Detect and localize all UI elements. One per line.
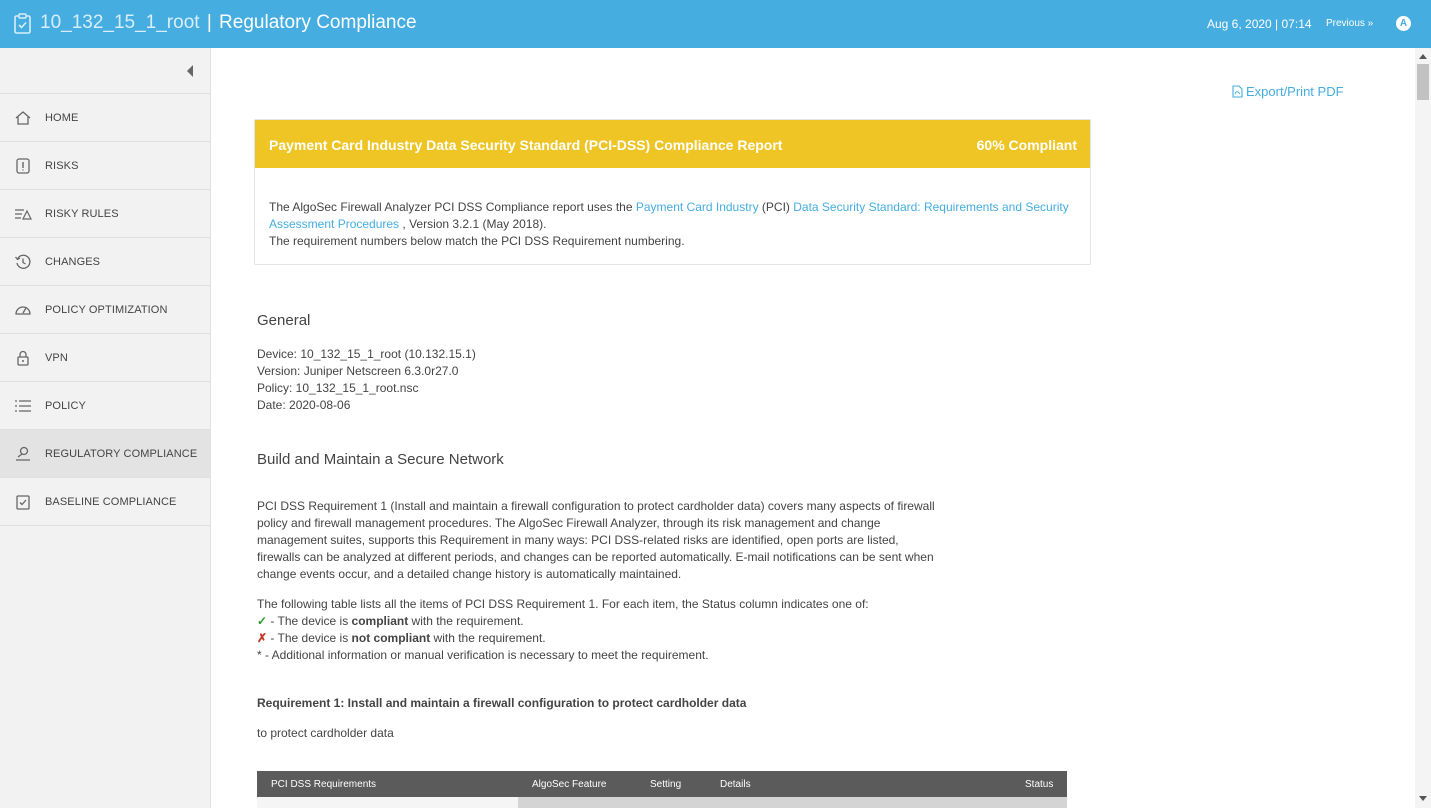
export-pdf-label: Export/Print PDF [1246,84,1344,99]
intro-text-mid: (PCI) [758,200,794,214]
requirement-1-subtitle: to protect cardholder data [257,726,394,740]
policy-line: Policy: 10_132_15_1_root.nsc [257,381,419,395]
version-line: Version: Juniper Netscreen 6.3.0r27.0 [257,364,459,378]
sidebar-item-regulatory-compliance[interactable] [0,430,210,478]
report-title: Payment Card Industry Data Security Standard (PCI-DSS) Compliance Report [269,137,783,153]
legend-bold: compliant [351,614,409,628]
table-row [257,797,1067,808]
section-title: Regulatory Compliance [219,12,417,33]
requirement-paragraph: PCI DSS Requirement 1 (Install and maintain a firewall configuration to protect cardholder data) covers many aspects of firewall policy and firewall management procedures. The AlgoSec Firewall Analyzer, through its risk management and change management suites, supports this Requirement in many ways: PCI DSS-related risks are identified, open ports are listed, firewalls can be analyzed at different periods, and changes can be reported automatically. E-mail notifications can be sent when change events occur, and a detailed change history is automatically maintained. [257,499,935,581]
previous-button[interactable]: Previous » [1326,18,1374,29]
legend-compliant [257,613,869,630]
sidebar-item-policy[interactable] [0,382,210,430]
sidebar-item-baseline-compliance[interactable] [0,478,210,526]
legend-text: with the requirement. [408,614,524,628]
general-heading: General [257,312,311,329]
top-bar [0,0,1431,48]
sidebar-item-changes[interactable] [0,238,210,286]
report-intro-line1 [269,199,1079,233]
col-algosec-feature[interactable]: AlgoSec Feature [532,779,607,790]
sidebar-item-label: VPN [45,352,68,364]
sidebar-item-vpn[interactable] [0,334,210,382]
requirements-table-header [257,771,1067,797]
sidebar-item-label: POLICY [45,400,86,412]
report-datetime: Aug 6, 2020 | 07:14 [1207,17,1312,31]
device-line: Device: 10_132_15_1_root (10.132.15.1) [257,347,476,361]
table-intro: The following table lists all the items of PCI DSS Requirement 1. For each item, the Status column indicates one of: [257,597,869,611]
scrollbar-thumb[interactable] [1417,64,1429,100]
clipboard-check-icon [14,13,31,34]
legend-bold: not compliant [351,631,431,645]
sidebar-item-label: HOME [45,112,79,124]
sidebar-item-risky-rules[interactable] [0,190,210,238]
table-cell [518,797,1067,808]
sidebar-item-label: BASELINE COMPLIANCE [45,496,177,508]
dss-requirements-link[interactable]: Data Security Standard: Requirements and Security Assessment Procedures [269,200,1069,231]
col-status[interactable]: Status [1025,779,1054,790]
requirement-1-title: Requirement 1: Install and maintain a firewall configuration to protect cardholder data [257,696,747,710]
general-details [257,346,476,414]
history-icon [14,253,32,271]
date-line: Date: 2020-08-06 [257,398,351,412]
home-icon [14,109,32,127]
pdf-file-icon [1232,85,1243,98]
main-scrollbar[interactable] [1415,48,1431,808]
check-icon: ✓ [257,614,268,628]
legend-text: with the requirement. [430,631,546,645]
sidebar-nav [0,94,210,526]
report-summary-card [254,119,1091,265]
table-cell [257,797,518,808]
sidebar-item-policy-optimization[interactable] [0,286,210,334]
sidebar-item-label: REGULATORY COMPLIANCE [45,448,198,460]
gauge-icon [14,301,32,319]
sidebar-item-label: POLICY OPTIMIZATION [45,304,168,316]
sidebar-item-label: CHANGES [45,256,101,268]
collapse-sidebar-icon[interactable] [187,65,193,77]
legend-manual: * - Additional information or manual verification is necessary to meet the requirement. [257,648,709,662]
col-pci-requirements[interactable]: PCI DSS Requirements [271,779,377,790]
pci-link[interactable]: Payment Card Industry [635,200,759,214]
checkbox-icon [14,493,32,511]
risky-rules-icon [14,205,32,223]
report-intro-line2: The requirement numbers below match the PCI DSS Requirement numbering. [269,234,685,248]
report-intro [269,199,1079,250]
report-header [255,120,1090,168]
legend-not-compliant [257,630,869,647]
export-pdf-link[interactable] [1232,84,1344,99]
col-setting[interactable]: Setting [650,779,682,790]
user-avatar-icon[interactable]: A [1396,16,1411,31]
secure-network-heading: Build and Maintain a Secure Network [257,451,504,468]
alert-icon [14,157,32,175]
main-content [211,48,1415,808]
page-title [40,12,417,34]
sidebar [0,48,211,808]
lock-icon [14,349,32,367]
sidebar-item-label: RISKS [45,160,79,172]
title-separator: | [206,12,212,33]
sidebar-item-home[interactable] [0,94,210,142]
sidebar-item-risks[interactable] [0,142,210,190]
compliance-percentage: 60% Compliant [976,137,1077,153]
legend-text: - The device is [267,614,352,628]
compliance-icon [14,445,32,463]
sidebar-item-label: RISKY RULES [45,208,119,220]
device-name[interactable]: 10_132_15_1_root [40,12,200,33]
scroll-up-icon[interactable] [1419,54,1427,59]
scroll-down-icon[interactable] [1419,796,1427,801]
status-legend [257,596,869,664]
intro-text: The AlgoSec Firewall Analyzer PCI DSS Compliance report uses the [269,200,636,214]
list-icon [14,397,32,415]
intro-version: , Version 3.2.1 (May 2018). [399,217,547,231]
col-details[interactable]: Details [720,779,751,790]
legend-text: - The device is [267,631,352,645]
cross-icon: ✗ [257,631,268,645]
